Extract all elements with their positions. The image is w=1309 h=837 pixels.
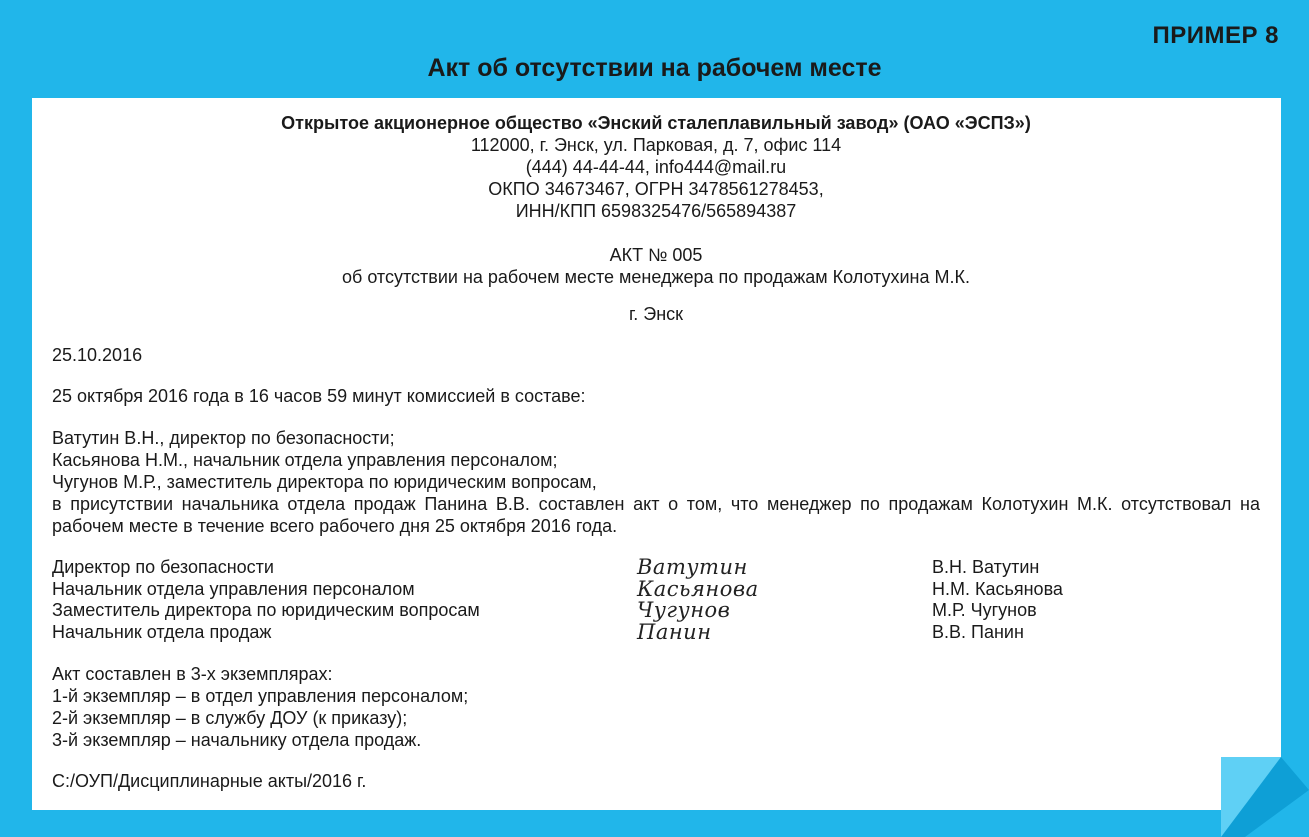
copy-item: 3-й экземпляр – начальнику отдела продаж. xyxy=(52,730,422,750)
org-inn-kpp: ИНН/КПП 6598325476/565894387 xyxy=(515,201,797,221)
copy-item: 2-й экземпляр – в службу ДОУ (к приказу); xyxy=(52,708,408,728)
act-date: 25.10.2016 xyxy=(52,345,143,365)
document-content xyxy=(52,112,1260,792)
signature-role: Начальник отдела продаж xyxy=(52,621,272,642)
signature-role: Начальник отдела управления персоналом xyxy=(52,578,415,599)
signature-name: М.Р. Чугунов xyxy=(932,600,1037,620)
signatures-table xyxy=(52,557,1260,643)
org-name-bold: «Энский сталеплавильный завод» xyxy=(587,113,899,133)
org-address: 112000, г. Энск, ул. Парковая, д. 7, офис 114 xyxy=(470,135,842,155)
frame-title: Акт об отсутствии на рабочем месте xyxy=(427,54,882,82)
org-name-suffix: (ОАО «ЭСПЗ») xyxy=(898,113,1031,133)
signature-name: В.Н. Ватутин xyxy=(932,557,1040,577)
commission-members xyxy=(52,427,1260,537)
member-line: Чугунов М.Р., заместитель директора по юридическим вопросам, xyxy=(52,472,597,492)
act-heading xyxy=(52,244,1260,288)
act-city: г. Энск xyxy=(628,304,684,324)
org-contacts: (444) 44-44-44, info444@mail.ru xyxy=(525,157,787,177)
org-name xyxy=(52,112,1260,134)
act-number: АКТ № 005 xyxy=(609,245,703,265)
org-header xyxy=(52,112,1260,222)
signature-name: Н.М. Касьянова xyxy=(932,578,1063,599)
act-body: в присутствии начальника отдела продаж Панина В.В. составлен акт о том, что менеджер по продажам Колотухин М.К. отсутствовал на рабочем месте в течение всего рабочего дня 25 октября 2016 года. xyxy=(52,494,1260,536)
handwritten-signature: Панин xyxy=(637,619,712,644)
signature-role: Директор по безопасности xyxy=(52,557,274,577)
act-subject: об отсутствии на рабочем месте менеджера по продажам Колотухина М.К. xyxy=(342,267,970,287)
copy-item: 1-й экземпляр – в отдел управления персоналом; xyxy=(52,686,469,706)
example-label: ПРИМЕР 8 xyxy=(1152,22,1279,49)
org-okpo-ogrn: ОКПО 34673467, ОГРН 3478561278453, xyxy=(488,179,824,199)
act-intro: 25 октября 2016 года в 16 часов 59 минут комиссией в составе: xyxy=(52,386,586,406)
org-name-prefix: Открытое акционерное общество xyxy=(281,113,588,133)
handwritten-signature: Чугунов xyxy=(637,598,731,622)
signature-name: В.В. Панин xyxy=(932,621,1024,642)
copies-list xyxy=(52,663,1260,751)
handwritten-signature: Касьянова xyxy=(637,576,759,601)
handwritten-signature: Ватутин xyxy=(637,555,748,579)
file-path: С:/ОУП/Дисциплинарные акты/2016 г. xyxy=(52,771,367,791)
copies-heading: Акт составлен в 3-х экземплярах: xyxy=(52,664,333,684)
member-line: Касьянова Н.М., начальник отдела управления персоналом; xyxy=(52,450,558,470)
signature-role: Заместитель директора по юридическим вопросам xyxy=(52,600,480,620)
member-line: Ватутин В.Н., директор по безопасности; xyxy=(52,428,395,448)
